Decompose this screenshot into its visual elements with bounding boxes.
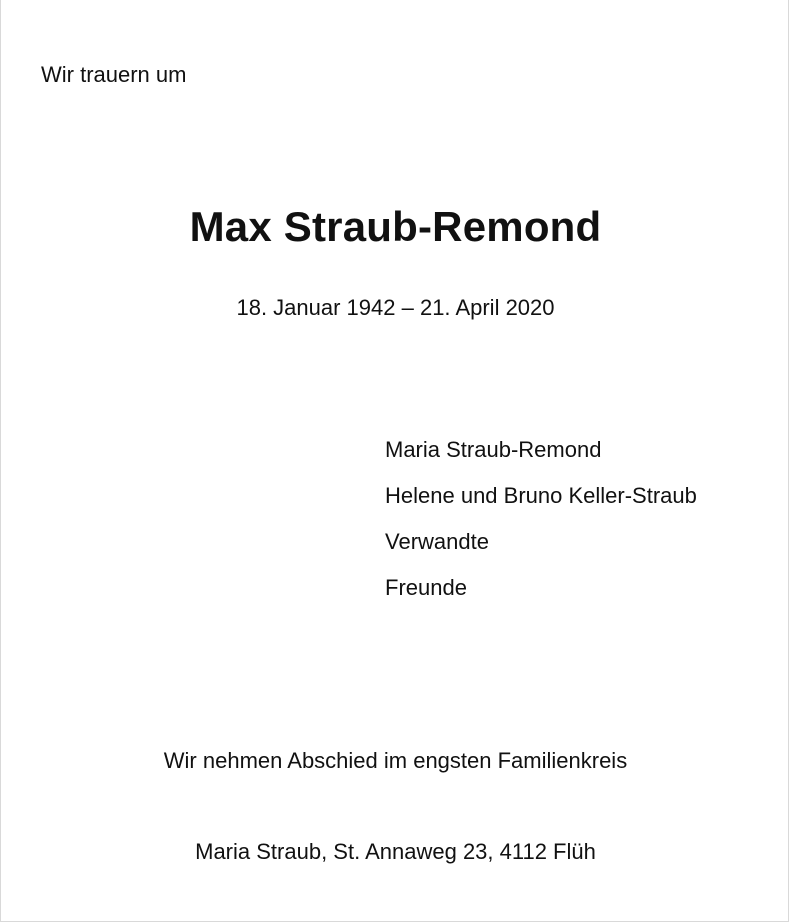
contact-address: Maria Straub, St. Annaweg 23, 4112 Flüh [195, 839, 596, 864]
mourner-item: Verwandte [385, 529, 489, 554]
mourner-item: Helene und Bruno Keller-Straub [385, 483, 697, 508]
farewell-text: Wir nehmen Abschied im engsten Familienkreis [163, 748, 628, 773]
mourner-item: Freunde [385, 575, 467, 600]
intro-text: Wir trauern um [41, 62, 187, 87]
life-dates: 18. Januar 1942 – 21. April 2020 [236, 295, 555, 320]
deceased-name: Max Straub-Remond [189, 203, 602, 250]
mourner-item: Maria Straub-Remond [385, 437, 602, 462]
mourners-list [385, 437, 697, 621]
